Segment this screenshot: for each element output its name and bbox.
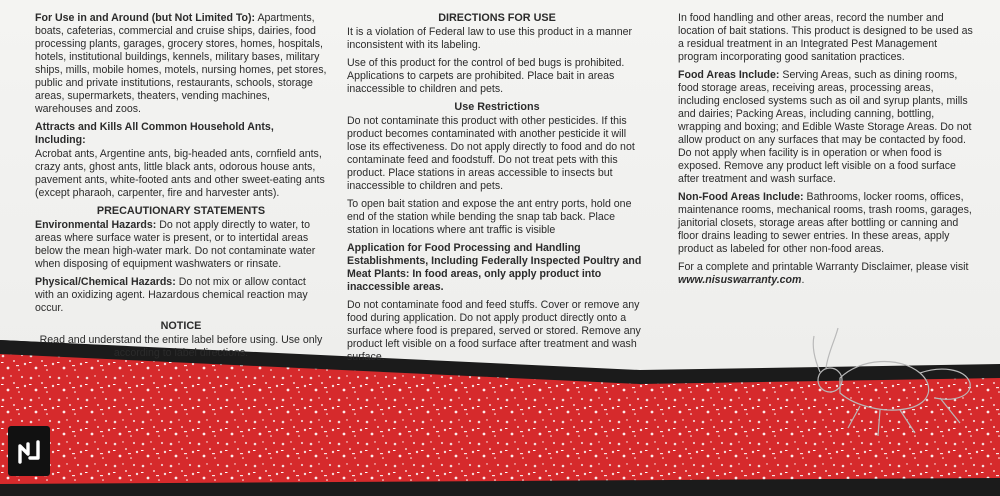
food-areas-heading: Food Areas Include: <box>678 69 780 81</box>
ants-heading: Attracts and Kills All Common Household Ants, Including: <box>35 121 274 146</box>
restrictions-p2: To open bait station and expose the ant entry ports, hold one end of the station while bending the snap tab back. Place station in locations where ant traffic is visible <box>347 198 632 236</box>
intro-text: In food handling and other areas, record the number and location of bait stations. This product is designed to be used as a residual treatment in an Integrated Pest Management program incorporating good sanitation practices. <box>678 12 973 63</box>
nonfood-text: Bathrooms, locker rooms, offices, maintenance rooms, mechanical rooms, trash rooms, garages, janitorial closets, storage areas after bottling or canning and floor drains leading to sewer entries. In these areas, apply product as labeled for other non-food areas. <box>678 191 972 255</box>
use-text: Apartments, boats, cafeterias, commercial and cruise ships, dairies, food processing plants, garages, grocery stores, homes, hospitals, hotels, institutional buildings, kennels, military bases, military ships, mills, mobile homes, motels, nursing homes, pet stores, public and private institutions, restaurants, schools, storage areas, supermarkets, theaters, vending machines, warehouses and zoos. <box>35 12 327 115</box>
warranty-url[interactable]: www.nisuswarranty.com <box>678 274 802 286</box>
column-right <box>678 12 978 292</box>
use-paragraph <box>35 12 327 116</box>
column-left <box>35 12 327 365</box>
nonfood-heading: Non-Food Areas Include: <box>678 191 804 203</box>
restrictions-heading: Use Restrictions <box>454 101 540 113</box>
warranty-end: . <box>801 274 805 286</box>
restrictions-p1: Do not contaminate this product with other pesticides. If this product becomes contaminated with another pesticide it will lose its effectiveness. Do not apply directly to food and do not contaminate feed and foodstuff. Do not treat pets with this product. Place stations in areas accessible to insects but inaccessible to children and pets. <box>347 115 635 192</box>
food-processing-heading: Application for Food Processing and Handling Establishments, Including Federally Inspected Poultry and Meat Plants: In food areas, only apply product into inaccessible areas. <box>347 242 642 293</box>
env-heading: Environmental Hazards: <box>35 219 157 231</box>
env-text: Do not apply directly to water, to areas where surface water is present, or to intertidal areas below the mean high-water mark. Do not contaminate water when disposing of equipment washwaters or rinsate. <box>35 219 316 270</box>
precaution-heading: PRECAUTIONARY STATEMENTS <box>96 205 266 217</box>
phys-heading: Physical/Chemical Hazards: <box>35 276 176 288</box>
nisus-logo-icon <box>8 426 50 476</box>
column-middle <box>347 12 647 369</box>
food-areas-paragraph <box>678 69 978 186</box>
warranty-text: For a complete and printable Warranty Disclaimer, please visit <box>678 261 969 273</box>
phys-paragraph <box>35 276 327 315</box>
directions-p1: It is a violation of Federal law to use this product in a manner inconsistent with its labeling. <box>347 26 633 51</box>
food-processing-text: Do not contaminate food and feed stuffs. Cover or remove any food during application. Do not apply product directly onto a surface where food is prepared, served or stored. Remove any product left visible on a food surface after treatment and wash surface. <box>347 299 641 363</box>
directions-heading: DIRECTIONS FOR USE <box>438 12 556 24</box>
warranty-paragraph <box>678 261 978 287</box>
ant-outline-icon <box>800 318 1000 438</box>
phys-text: Do not mix or allow contact with an oxidizing agent. Hazardous chemical reaction may occur. <box>35 276 308 314</box>
food-areas-text: Serving Areas, such as dining rooms, food storage areas, receiving areas, processing areas, including enclosed systems such as oil and syrup plants, mills and dairies; Packing Areas, including canning, bottling, wrapping and boxing; and Edible Waste Storage Areas. Do not allow product on any surfaces that may be contacted by food. Do not apply when facility is in operation or when food is exposed. Remove any product left visible on a food surface after treatment and wash surface. <box>678 69 972 185</box>
directions-p2: Use of this product for the control of bed bugs is prohibited. Applications to carpets are prohibited. Place bait in areas inaccessible to children and pets. <box>347 57 625 95</box>
env-paragraph <box>35 219 327 271</box>
ants-text: Acrobat ants, Argentine ants, big-headed ants, cornfield ants, crazy ants, ghost ants, little black ants, odorous house ants, pavement ants, white-footed ants and other sweet-eating ants (except pharaoh, carpenter, fire and harvester ants). <box>35 148 325 199</box>
notice-heading: NOTICE <box>160 320 202 332</box>
nonfood-paragraph <box>678 191 978 256</box>
use-heading: For Use in and Around (but Not Limited To): <box>35 12 256 24</box>
notice-text: Read and understand the entire label before using. Use only according to label directions. <box>39 334 323 359</box>
